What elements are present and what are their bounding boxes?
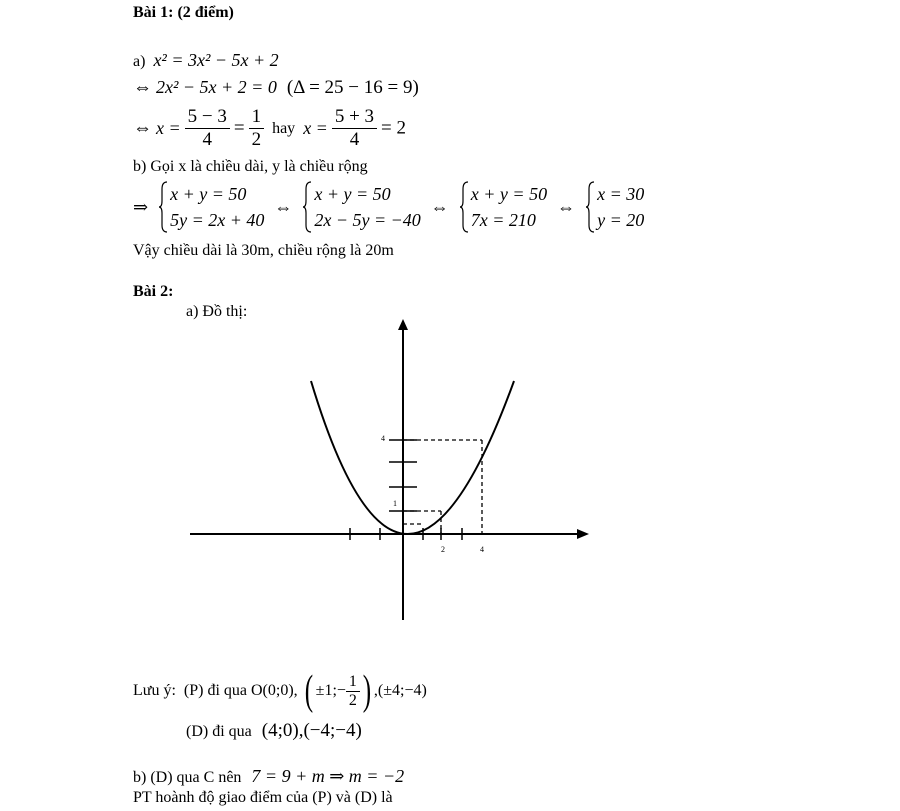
bai1-heading: Bài 1: (2 điểm) [133,4,234,21]
bai2-b-text: b) (D) qua C nên [133,769,242,786]
note-label: Lưu ý: [133,682,176,699]
fraction-numerator: 1 [249,106,265,129]
bai1-a-x-equals: x = [156,118,181,138]
note-d-text: (D) đi qua [186,723,252,740]
system-row: y = 20 [597,210,645,230]
fraction-denominator: 2 [348,691,357,709]
x-label-4: 4 [480,545,484,554]
y-label-1: 1 [393,499,397,508]
note-p-point-pre: ±1;− [315,682,346,699]
bai1-a-x2-equals: x = [303,118,328,138]
system-row: x + y = 50 [470,184,548,204]
system-row: 2x − 5y = −40 [314,210,421,230]
y-label-4: 4 [381,434,385,443]
bai2-b-math: 7 = 9 + m ⇒ m = −2 [251,766,405,786]
note-p-rest: ,(±4;−4) [373,682,427,699]
bai1-a-equation2: 2x² − 5x + 2 = 0 [156,77,277,97]
system-row: 5y = 2x + 40 [170,210,265,230]
note-d-line [186,720,362,742]
system-row: x + y = 50 [170,184,247,204]
fraction-numerator: 5 − 3 [185,106,230,129]
system-row: x = 30 [597,184,645,204]
equals-sign: = [233,117,245,139]
note-p-line [133,668,427,714]
bai1-a-equation1: x² = 3x² − 5x + 2 [153,50,279,70]
equiv-symbol: ⇔ [557,196,576,217]
bai2-a-label: a) Đồ thị: [186,303,248,320]
note-d-points: (4;0),(−4;−4) [261,720,362,741]
result-2: = 2 [381,117,407,139]
fraction-denominator: 2 [251,129,262,150]
system-row: 7x = 210 [470,210,536,230]
bai1-a-label: a) [133,53,146,70]
paren-left: ( [304,668,313,714]
fraction-denominator: 4 [349,129,360,150]
paren-right: ) [362,668,372,714]
bai1-a-delta: (Δ = 25 − 16 = 9) [286,77,419,98]
note-p-text: (P) đi qua O(0;0), [183,682,298,699]
equiv-symbol: ⇔ [274,196,293,217]
bai1-conclusion: Vậy chiều dài là 30m, chiều rộng là 20m [133,242,394,259]
fraction-numerator: 1 [346,673,360,692]
hay-word: hay [272,119,296,137]
fraction-numerator: 5 + 3 [332,106,377,129]
x-axis-arrow-icon [577,529,589,539]
equiv-symbol: ⇔ [133,77,152,98]
implies-symbol: ⇒ [133,196,149,217]
bai2-pt-text: PT hoành độ giao điểm của (P) và (D) là [133,789,393,806]
y-axis-arrow-icon [398,319,408,330]
x-label-2: 2 [441,545,445,554]
bai1-b-text: b) Gọi x là chiều dài, y là chiều rộng [133,158,368,175]
system-row: x + y = 50 [314,184,391,204]
bai2-b-line [133,766,404,787]
equiv-symbol: ⇔ [133,117,152,139]
equiv-symbol: ⇔ [430,196,449,217]
fraction-denominator: 4 [202,129,212,150]
fraction-1-over-2 [346,673,360,710]
bai2-heading: Bài 2: [133,283,174,300]
